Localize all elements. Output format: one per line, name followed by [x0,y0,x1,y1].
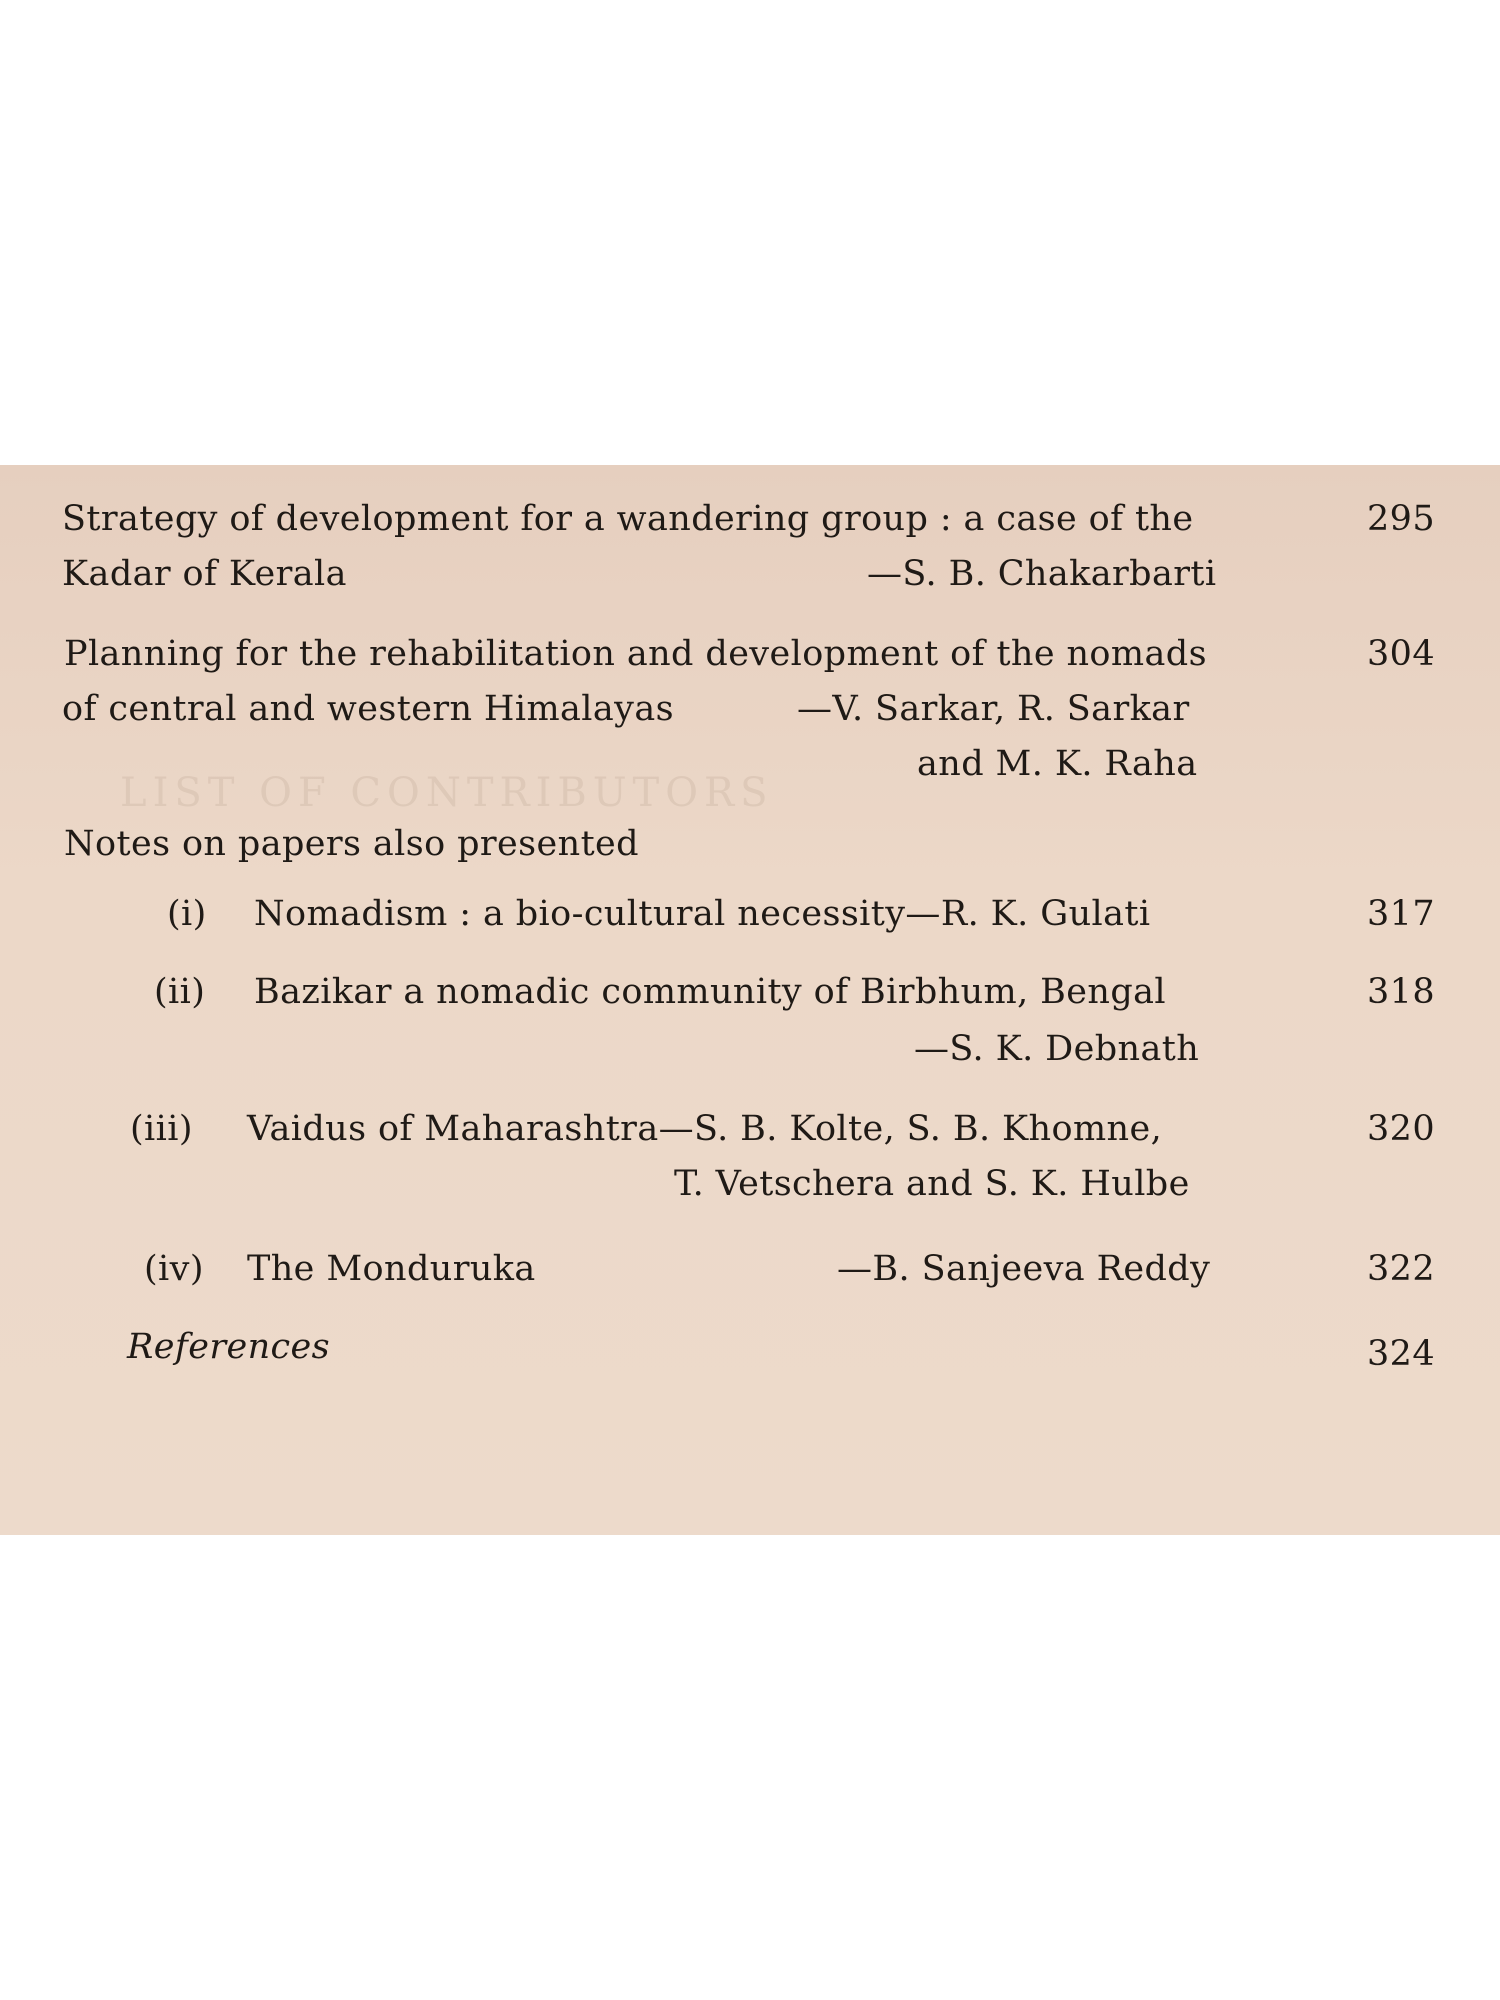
note-3-text: Vaidus of Maharashtra—S. B. Kolte, S. B. Khomne, [247,1109,1163,1149]
entry-1-title-line2: Kadar of Kerala [62,554,347,594]
note-4-page: 322 [1367,1249,1436,1289]
note-1-number: (i) [167,894,207,934]
entry-1-title-line1: Strategy of development for a wandering group : a case of the [62,499,1194,539]
note-4-text: The Monduruka [247,1249,536,1289]
entry-2-author-line1: —V. Sarkar, R. Sarkar [797,689,1190,729]
note-3-number: (iii) [130,1109,193,1149]
entry-2-title-line2: of central and western Himalayas [62,689,674,729]
references-label: References [127,1327,330,1367]
note-1-page: 317 [1367,894,1436,934]
note-2-text: Bazikar a nomadic community of Birbhum, Bengal [254,972,1166,1012]
notes-heading: Notes on papers also presented [64,824,639,864]
note-3-page: 320 [1367,1109,1436,1149]
note-2-author: —S. K. Debnath [914,1029,1200,1069]
show-through-heading: LIST OF CONTRIBUTORS [120,770,774,816]
note-2-number: (ii) [154,972,206,1012]
note-2-page: 318 [1367,972,1436,1012]
note-3-author: T. Vetschera and S. K. Hulbe [674,1164,1190,1204]
entry-2-author-line2: and M. K. Raha [917,744,1198,784]
entry-2-title-line1: Planning for the rehabilitation and development of the nomads [64,634,1207,674]
scanned-page [0,465,1500,1535]
entry-1-page: 295 [1367,499,1436,539]
note-1-text: Nomadism : a bio-cultural necessity—R. K. Gulati [254,894,1151,934]
note-4-author: —B. Sanjeeva Reddy [837,1249,1211,1289]
entry-2-page: 304 [1367,634,1436,674]
entry-1-author: —S. B. Chakarbarti [867,554,1217,594]
note-4-number: (iv) [144,1249,204,1289]
references-page: 324 [1367,1334,1436,1374]
